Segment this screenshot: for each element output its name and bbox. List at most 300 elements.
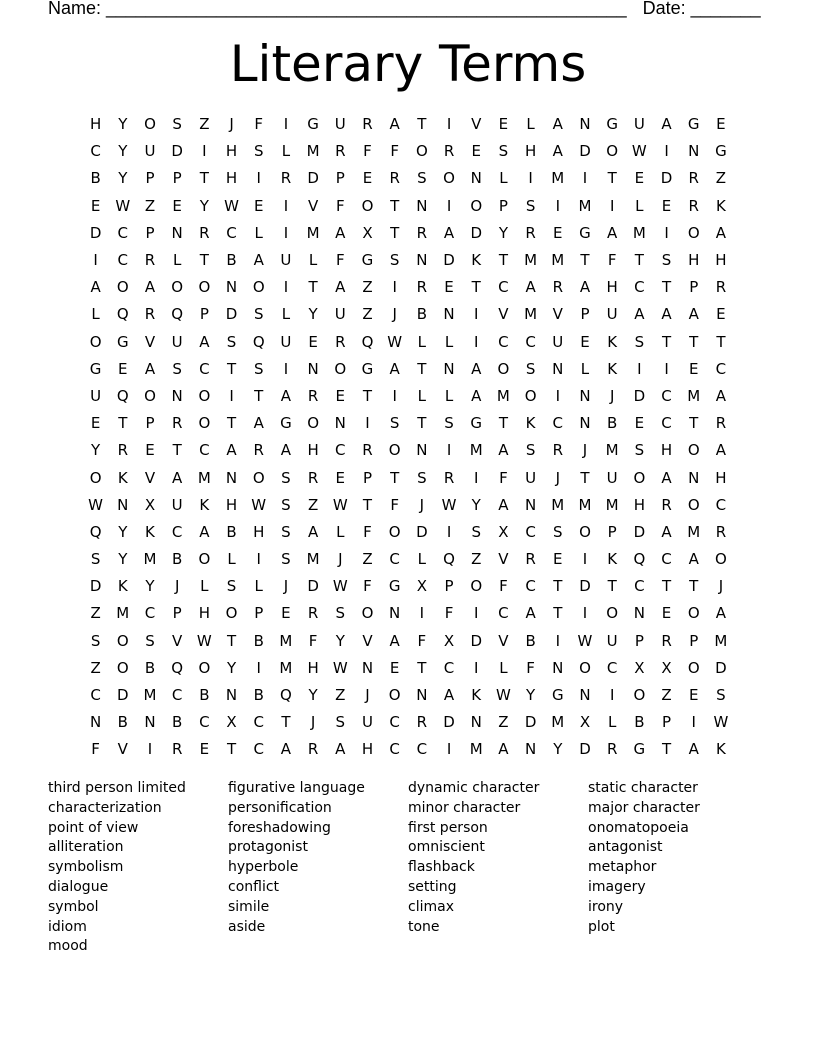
grid-letter[interactable]: G <box>633 740 646 759</box>
grid-letter[interactable]: D <box>89 223 102 242</box>
grid-letter[interactable]: P <box>145 169 155 188</box>
grid-letter[interactable]: S <box>281 495 291 514</box>
grid-letter[interactable]: P <box>662 713 672 732</box>
grid-letter[interactable]: A <box>443 686 455 705</box>
grid-letter[interactable]: N <box>416 441 428 460</box>
grid-letter[interactable]: Z <box>199 115 210 134</box>
grid-letter[interactable]: I <box>283 278 289 297</box>
grid-letter[interactable]: D <box>715 658 727 677</box>
grid-letter[interactable]: E <box>362 169 373 188</box>
grid-letter[interactable]: A <box>335 278 346 297</box>
grid-letter[interactable]: U <box>280 251 292 270</box>
grid-letter[interactable]: O <box>579 658 591 677</box>
grid-letter[interactable]: O <box>252 278 265 297</box>
grid-letter[interactable]: T <box>498 414 508 433</box>
grid-letter[interactable]: C <box>661 414 672 433</box>
grid-letter[interactable]: M <box>605 441 619 460</box>
grid-letter[interactable]: E <box>281 604 291 623</box>
grid-letter[interactable]: R <box>307 468 319 487</box>
grid-letter[interactable]: S <box>389 414 400 433</box>
grid-letter[interactable]: B <box>172 550 183 569</box>
grid-letter[interactable]: M <box>551 251 565 270</box>
grid-letter[interactable]: L <box>635 196 644 215</box>
grid-letter[interactable]: A <box>199 522 210 541</box>
grid-letter[interactable]: I <box>474 604 479 623</box>
grid-letter[interactable]: W <box>713 713 729 732</box>
grid-letter[interactable]: T <box>226 359 237 378</box>
grid-letter[interactable]: R <box>362 441 373 460</box>
grid-letter[interactable]: O <box>633 686 646 705</box>
grid-letter[interactable]: O <box>497 359 510 378</box>
grid-letter[interactable]: Y <box>145 577 155 596</box>
grid-letter[interactable]: A <box>471 359 482 378</box>
grid-letter[interactable]: G <box>307 115 319 134</box>
grid-letter[interactable]: W <box>332 577 348 596</box>
grid-letter[interactable]: T <box>661 278 672 297</box>
grid-letter[interactable]: T <box>199 251 209 270</box>
grid-letter[interactable]: S <box>335 604 346 623</box>
grid-letter[interactable]: S <box>417 468 427 487</box>
grid-letter[interactable]: N <box>416 686 428 705</box>
grid-letter[interactable]: C <box>634 577 645 596</box>
grid-letter[interactable]: O <box>116 658 129 677</box>
grid-letter[interactable]: T <box>417 658 427 677</box>
grid-letter[interactable]: T <box>689 577 699 596</box>
grid-letter[interactable]: U <box>525 468 537 487</box>
grid-letter[interactable]: T <box>634 251 644 270</box>
grid-letter[interactable]: N <box>416 196 428 215</box>
grid-letter[interactable]: T <box>226 740 237 759</box>
grid-letter[interactable]: P <box>254 604 264 623</box>
grid-letter[interactable]: R <box>443 468 455 487</box>
grid-letter[interactable]: Z <box>661 686 672 705</box>
grid-letter[interactable]: O <box>524 386 537 405</box>
grid-letter[interactable]: I <box>256 658 261 677</box>
grid-letter[interactable]: N <box>171 223 183 242</box>
grid-letter[interactable]: A <box>661 522 672 541</box>
grid-letter[interactable]: F <box>444 604 454 623</box>
grid-letter[interactable]: Q <box>252 332 265 351</box>
grid-letter[interactable]: E <box>553 223 563 242</box>
grid-letter[interactable]: O <box>198 278 211 297</box>
grid-letter[interactable]: F <box>308 631 318 650</box>
grid-letter[interactable]: C <box>715 359 727 378</box>
grid-letter[interactable]: T <box>553 577 563 596</box>
grid-letter[interactable]: A <box>253 414 264 433</box>
grid-letter[interactable]: S <box>90 631 101 650</box>
grid-letter[interactable]: T <box>254 386 264 405</box>
grid-letter[interactable]: M <box>551 495 565 514</box>
grid-letter[interactable]: O <box>144 115 156 134</box>
grid-letter[interactable]: P <box>498 196 508 215</box>
grid-letter[interactable]: N <box>443 359 455 378</box>
grid-letter[interactable]: P <box>172 169 182 188</box>
grid-letter[interactable]: E <box>688 359 699 378</box>
grid-letter[interactable]: D <box>89 577 102 596</box>
grid-letter[interactable]: U <box>171 332 183 351</box>
grid-letter[interactable]: O <box>606 604 619 623</box>
grid-letter[interactable]: A <box>389 631 400 650</box>
grid-letter[interactable]: S <box>553 522 563 541</box>
grid-letter[interactable]: Z <box>90 604 101 623</box>
grid-letter[interactable]: R <box>416 278 428 297</box>
grid-letter[interactable]: A <box>199 332 210 351</box>
grid-letter[interactable]: A <box>144 278 156 297</box>
grid-letter[interactable]: I <box>474 658 479 677</box>
grid-letter[interactable]: J <box>392 305 397 324</box>
grid-letter[interactable]: S <box>525 196 536 215</box>
grid-letter[interactable]: O <box>361 604 374 623</box>
grid-letter[interactable]: D <box>470 631 482 650</box>
grid-letter[interactable]: T <box>661 577 672 596</box>
grid-letter[interactable]: Q <box>89 522 102 541</box>
grid-letter[interactable]: I <box>392 386 397 405</box>
grid-letter[interactable]: L <box>607 713 617 732</box>
grid-letter[interactable]: D <box>443 713 455 732</box>
grid-letter[interactable]: E <box>553 550 563 569</box>
grid-letter[interactable]: J <box>609 386 615 405</box>
grid-letter[interactable]: P <box>145 414 155 433</box>
grid-letter[interactable]: T <box>661 332 672 351</box>
grid-letter[interactable]: X <box>579 713 591 732</box>
grid-letter[interactable]: N <box>225 686 238 705</box>
grid-letter[interactable]: V <box>307 196 319 215</box>
grid-letter[interactable]: D <box>660 169 673 188</box>
grid-letter[interactable]: L <box>200 577 209 596</box>
name-field[interactable]: Name: ____________________________________________________ <box>48 0 627 18</box>
grid-letter[interactable]: T <box>417 359 427 378</box>
grid-letter[interactable]: O <box>687 223 700 242</box>
grid-letter[interactable]: Y <box>118 142 128 161</box>
grid-letter[interactable]: L <box>499 658 508 677</box>
grid-letter[interactable]: G <box>280 414 292 433</box>
grid-letter[interactable]: V <box>498 550 509 569</box>
grid-letter[interactable]: J <box>718 577 724 596</box>
grid-letter[interactable]: O <box>606 142 619 161</box>
grid-letter[interactable]: O <box>470 577 483 596</box>
grid-letter[interactable]: I <box>691 713 696 732</box>
grid-letter[interactable]: I <box>664 359 669 378</box>
grid-letter[interactable]: S <box>281 468 291 487</box>
grid-letter[interactable]: N <box>688 142 700 161</box>
grid-letter[interactable]: E <box>389 658 400 677</box>
grid-letter[interactable]: O <box>198 386 211 405</box>
grid-letter[interactable]: R <box>307 740 319 759</box>
grid-letter[interactable]: J <box>365 686 370 705</box>
grid-letter[interactable]: E <box>90 196 101 215</box>
grid-letter[interactable]: I <box>555 196 560 215</box>
grid-letter[interactable]: W <box>115 196 131 215</box>
grid-letter[interactable]: S <box>498 142 509 161</box>
grid-letter[interactable]: L <box>254 577 263 596</box>
grid-letter[interactable]: R <box>171 740 183 759</box>
grid-letter[interactable]: V <box>498 631 509 650</box>
grid-letter[interactable]: E <box>634 169 645 188</box>
grid-letter[interactable]: R <box>661 495 672 514</box>
grid-letter[interactable]: X <box>498 522 509 541</box>
grid-letter[interactable]: W <box>196 631 212 650</box>
grid-letter[interactable]: V <box>362 631 373 650</box>
grid-letter[interactable]: U <box>144 142 156 161</box>
grid-letter[interactable]: A <box>688 305 699 324</box>
grid-letter[interactable]: I <box>446 740 452 759</box>
grid-letter[interactable]: F <box>526 658 535 677</box>
grid-letter[interactable]: O <box>116 631 129 650</box>
grid-letter[interactable]: D <box>307 577 319 596</box>
grid-letter[interactable]: C <box>199 713 210 732</box>
grid-letter[interactable]: M <box>578 196 592 215</box>
grid-letter[interactable]: Y <box>308 686 318 705</box>
grid-letter[interactable]: P <box>634 631 644 650</box>
grid-letter[interactable]: A <box>280 441 292 460</box>
grid-letter[interactable]: H <box>307 441 319 460</box>
grid-letter[interactable]: R <box>525 223 536 242</box>
grid-letter[interactable]: A <box>172 468 183 487</box>
grid-letter[interactable]: R <box>688 169 699 188</box>
grid-letter[interactable]: N <box>171 386 183 405</box>
grid-letter[interactable]: V <box>144 332 156 351</box>
grid-letter[interactable]: P <box>444 577 454 596</box>
grid-letter[interactable]: A <box>471 386 482 405</box>
grid-letter[interactable]: Z <box>307 495 319 514</box>
grid-letter[interactable]: K <box>607 332 618 351</box>
grid-letter[interactable]: N <box>361 658 374 677</box>
grid-letter[interactable]: V <box>498 305 509 324</box>
grid-letter[interactable]: F <box>499 468 508 487</box>
grid-letter[interactable]: H <box>225 169 238 188</box>
grid-letter[interactable]: F <box>363 577 372 596</box>
grid-letter[interactable]: H <box>524 142 537 161</box>
grid-letter[interactable]: A <box>688 740 699 759</box>
grid-letter[interactable]: Q <box>116 305 129 324</box>
grid-letter[interactable]: Q <box>171 305 184 324</box>
grid-letter[interactable]: N <box>579 414 591 433</box>
grid-letter[interactable]: L <box>499 169 508 188</box>
grid-letter[interactable]: T <box>498 251 508 270</box>
grid-letter[interactable]: V <box>144 468 156 487</box>
grid-letter[interactable]: E <box>145 441 155 460</box>
grid-letter[interactable]: A <box>661 305 672 324</box>
grid-letter[interactable]: I <box>283 223 289 242</box>
grid-letter[interactable]: T <box>607 169 617 188</box>
grid-letter[interactable]: U <box>361 713 373 732</box>
grid-letter[interactable]: B <box>117 713 128 732</box>
grid-letter[interactable]: O <box>415 142 428 161</box>
grid-letter[interactable]: C <box>90 686 101 705</box>
grid-letter[interactable]: R <box>307 604 319 623</box>
grid-letter[interactable]: X <box>144 495 156 514</box>
grid-letter[interactable]: S <box>661 251 672 270</box>
grid-letter[interactable]: D <box>633 386 646 405</box>
grid-letter[interactable]: E <box>688 686 699 705</box>
grid-letter[interactable]: Z <box>471 550 482 569</box>
grid-letter[interactable]: D <box>117 686 129 705</box>
grid-letter[interactable]: G <box>687 115 700 134</box>
grid-letter[interactable]: R <box>715 414 727 433</box>
grid-letter[interactable]: Y <box>335 631 345 650</box>
grid-letter[interactable]: S <box>525 359 536 378</box>
grid-letter[interactable]: N <box>89 713 102 732</box>
grid-letter[interactable]: G <box>89 359 102 378</box>
grid-letter[interactable]: C <box>253 740 264 759</box>
grid-letter[interactable]: D <box>470 223 482 242</box>
grid-letter[interactable]: R <box>552 278 563 297</box>
grid-letter[interactable]: R <box>335 332 346 351</box>
grid-letter[interactable]: N <box>470 713 482 732</box>
grid-letter[interactable]: E <box>118 359 128 378</box>
grid-letter[interactable]: Q <box>443 550 455 569</box>
grid-letter[interactable]: W <box>332 658 348 677</box>
grid-letter[interactable]: C <box>199 359 210 378</box>
grid-letter[interactable]: R <box>389 169 400 188</box>
grid-letter[interactable]: P <box>145 223 155 242</box>
grid-letter[interactable]: E <box>199 740 210 759</box>
grid-letter[interactable]: G <box>361 359 374 378</box>
grid-letter[interactable]: E <box>308 332 318 351</box>
grid-letter[interactable]: D <box>225 305 238 324</box>
grid-letter[interactable]: V <box>172 631 183 650</box>
grid-letter[interactable]: M <box>551 169 565 188</box>
grid-letter[interactable]: H <box>688 251 700 270</box>
grid-letter[interactable]: C <box>634 278 645 297</box>
grid-letter[interactable]: P <box>689 278 699 297</box>
grid-letter[interactable]: O <box>252 468 265 487</box>
grid-letter[interactable]: R <box>715 278 727 297</box>
grid-letter[interactable]: Z <box>362 550 373 569</box>
grid-letter[interactable]: A <box>389 115 400 134</box>
grid-letter[interactable]: I <box>419 604 425 623</box>
grid-letter[interactable]: M <box>143 550 157 569</box>
grid-letter[interactable]: U <box>606 468 618 487</box>
grid-letter[interactable]: L <box>417 332 427 351</box>
grid-letter[interactable]: Y <box>118 169 128 188</box>
grid-letter[interactable]: I <box>609 686 615 705</box>
grid-letter[interactable]: A <box>226 441 237 460</box>
grid-letter[interactable]: W <box>332 495 348 514</box>
grid-letter[interactable]: E <box>716 305 726 324</box>
grid-letter[interactable]: C <box>335 441 346 460</box>
grid-letter[interactable]: W <box>224 196 239 215</box>
grid-letter[interactable]: M <box>524 251 538 270</box>
grid-letter[interactable]: O <box>116 278 129 297</box>
grid-letter[interactable]: L <box>281 305 291 324</box>
grid-letter[interactable]: I <box>582 604 588 623</box>
grid-letter[interactable]: W <box>251 495 267 514</box>
grid-letter[interactable]: R <box>171 414 183 433</box>
grid-letter[interactable]: I <box>202 142 207 161</box>
grid-letter[interactable]: N <box>524 740 537 759</box>
grid-letter[interactable]: T <box>661 740 672 759</box>
grid-letter[interactable]: T <box>390 196 400 215</box>
grid-letter[interactable]: D <box>416 522 428 541</box>
grid-letter[interactable]: K <box>199 495 210 514</box>
grid-letter[interactable]: R <box>715 522 727 541</box>
grid-letter[interactable]: S <box>90 550 101 569</box>
grid-letter[interactable]: A <box>144 359 156 378</box>
grid-letter[interactable]: A <box>525 278 536 297</box>
grid-letter[interactable]: I <box>555 631 560 650</box>
grid-letter[interactable]: C <box>90 142 101 161</box>
grid-letter[interactable]: M <box>143 686 157 705</box>
grid-letter[interactable]: M <box>306 550 320 569</box>
grid-letter[interactable]: L <box>254 223 263 242</box>
grid-letter[interactable]: K <box>607 359 618 378</box>
grid-letter[interactable]: I <box>147 740 153 759</box>
grid-letter[interactable]: H <box>225 495 238 514</box>
grid-letter[interactable]: C <box>226 223 237 242</box>
grid-letter[interactable]: I <box>446 522 452 541</box>
grid-letter[interactable]: E <box>172 196 182 215</box>
grid-letter[interactable]: Z <box>144 196 156 215</box>
grid-letter[interactable]: N <box>579 386 591 405</box>
grid-letter[interactable]: C <box>171 686 183 705</box>
grid-letter[interactable]: W <box>495 686 511 705</box>
grid-letter[interactable]: C <box>552 414 564 433</box>
grid-letter[interactable]: B <box>253 631 264 650</box>
grid-letter[interactable]: O <box>443 169 455 188</box>
grid-letter[interactable]: B <box>226 251 237 270</box>
grid-letter[interactable]: L <box>91 305 100 324</box>
grid-letter[interactable]: R <box>416 223 428 242</box>
grid-letter[interactable]: T <box>199 169 209 188</box>
grid-letter[interactable]: S <box>634 441 645 460</box>
grid-letter[interactable]: F <box>417 631 427 650</box>
grid-letter[interactable]: R <box>253 441 264 460</box>
grid-letter[interactable]: X <box>443 631 455 650</box>
grid-letter[interactable]: T <box>471 278 481 297</box>
grid-letter[interactable]: P <box>689 631 699 650</box>
grid-letter[interactable]: I <box>283 196 289 215</box>
grid-letter[interactable]: A <box>443 223 455 242</box>
grid-letter[interactable]: C <box>498 332 509 351</box>
grid-letter[interactable]: J <box>283 577 289 596</box>
grid-letter[interactable]: N <box>470 169 482 188</box>
grid-letter[interactable]: N <box>225 468 238 487</box>
grid-letter[interactable]: Y <box>91 441 101 460</box>
grid-letter[interactable]: I <box>446 115 452 134</box>
grid-letter[interactable]: A <box>688 550 699 569</box>
grid-letter[interactable]: U <box>606 631 618 650</box>
grid-letter[interactable]: R <box>416 713 428 732</box>
grid-letter[interactable]: O <box>633 468 646 487</box>
grid-letter[interactable]: O <box>89 332 102 351</box>
grid-letter[interactable]: H <box>253 522 265 541</box>
grid-letter[interactable]: K <box>145 522 155 541</box>
grid-letter[interactable]: N <box>144 713 156 732</box>
grid-letter[interactable]: S <box>145 631 155 650</box>
grid-letter[interactable]: R <box>606 740 618 759</box>
grid-letter[interactable]: O <box>388 522 401 541</box>
grid-letter[interactable]: E <box>335 386 346 405</box>
grid-letter[interactable]: B <box>199 686 210 705</box>
grid-letter[interactable]: L <box>172 251 182 270</box>
grid-letter[interactable]: J <box>174 577 180 596</box>
grid-letter[interactable]: B <box>634 713 645 732</box>
grid-letter[interactable]: F <box>499 577 508 596</box>
grid-letter[interactable]: I <box>93 251 98 270</box>
grid-letter[interactable]: C <box>443 658 455 677</box>
grid-letter[interactable]: Y <box>199 196 209 215</box>
grid-letter[interactable]: A <box>525 604 536 623</box>
grid-letter[interactable]: G <box>388 577 401 596</box>
grid-letter[interactable]: M <box>578 495 592 514</box>
grid-letter[interactable]: A <box>715 223 727 242</box>
grid-letter[interactable]: C <box>498 278 509 297</box>
grid-letter[interactable]: J <box>338 550 343 569</box>
grid-letter[interactable]: G <box>470 414 483 433</box>
grid-letter[interactable]: S <box>716 686 726 705</box>
grid-letter[interactable]: T <box>172 441 182 460</box>
